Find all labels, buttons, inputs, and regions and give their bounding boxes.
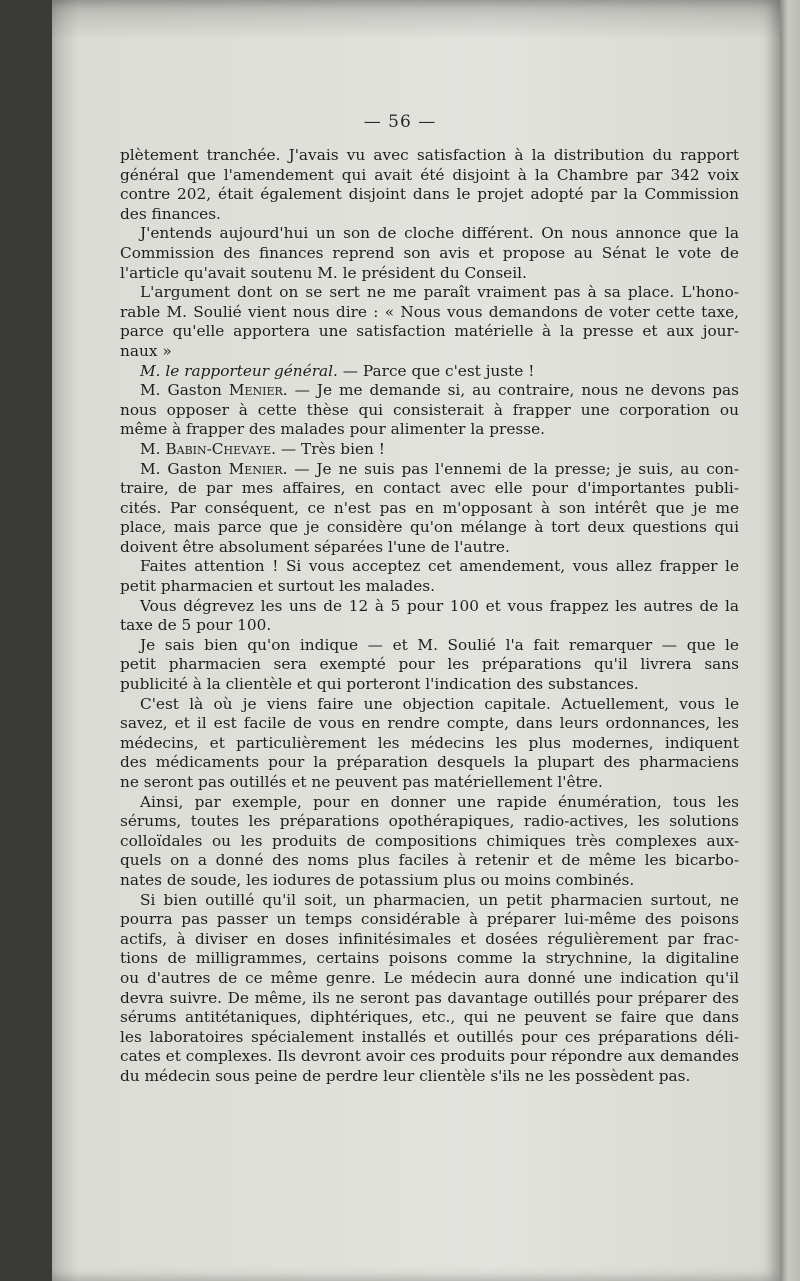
text-line: tions de milligrammes, certains poisons comme la strychnine, la digitaline (120, 949, 739, 968)
speaker-prefix: M. Gaston (140, 459, 229, 478)
text-line: doivent être absolument séparées l'une de l'autre. (120, 537, 510, 556)
text-line: devra suivre. De même, ils ne seront pas davantage outillés pour préparer des (120, 988, 739, 1007)
text-line: même à frapper des malades pour alimenter la presse. (120, 420, 545, 439)
text-line: nous opposer à cette thèse qui consisterait à frapper une corporation ou (120, 400, 739, 419)
text-line: traire, de par mes affaires, en contact avec elle pour d'importantes publi- (120, 479, 739, 498)
text-line: contre 202, était également disjoint dans le projet adopté par la Commission (120, 185, 739, 204)
text-line: naux » (120, 341, 172, 360)
text-line: cités. Par conséquent, ce n'est pas en m'opposant à son intérêt que je me (120, 498, 739, 517)
text-line: rable M. Soulié vient nous dire : « Nous vous demandons de voter cette taxe, (120, 302, 739, 321)
body-text (120, 146, 739, 1087)
text-line: sérums, toutes les préparations opothérapiques, radio-actives, les solutions (120, 812, 739, 831)
paragraph (120, 636, 739, 695)
text-line (120, 460, 739, 480)
text-line (120, 440, 739, 460)
page-number: — 56 — (363, 112, 437, 132)
speaker-name: M. le rapporteur général. (140, 361, 338, 380)
text-line (120, 381, 739, 401)
text-line: médecins, et particulièrement les médecins les plus modernes, indiquent (120, 733, 739, 752)
text-line: du médecin sous peine de perdre leur clientèle s'ils ne les possèdent pas. (120, 1066, 691, 1085)
text-line: parce qu'elle apportera une satisfaction matérielle à la presse et aux jour- (120, 322, 739, 341)
text-line: actifs, à diviser en doses infinitésimales et dosées régulièrement par frac- (120, 929, 739, 948)
text-line: petit pharmacien sera exempté pour les préparations qu'il livrera sans (120, 655, 739, 674)
text-line (120, 362, 739, 382)
text-line: taxe de 5 pour 100. (120, 616, 272, 635)
paragraph (120, 557, 739, 596)
line-text: . — Je me demande si, au contraire, nous ne devons pas (282, 381, 739, 400)
text-line: des finances. (120, 204, 221, 223)
text-line: ne seront pas outillés et ne peuvent pas matériellement l'être. (120, 773, 603, 791)
paragraph (120, 891, 739, 1087)
paragraph (120, 146, 739, 224)
text-line: publicité à la clientèle et qui porteront l'indication des substances. (120, 675, 639, 694)
text-line: des médicaments pour la préparation desquels la plupart des pharmaciens (120, 753, 739, 772)
text-line: Ainsi, par exemple, pour en donner une rapide énumération, tous les (140, 792, 739, 811)
text-line: sérums antitétaniques, diphtériques, etc., qui ne peuvent se faire que dans (120, 1008, 739, 1027)
paragraph (120, 283, 739, 361)
line-text: . — Je ne suis pas l'ennemi de la presse; je suis, au con- (282, 459, 740, 478)
text-line: L'argument dont on se sert ne me paraît vraiment pas à sa place. L'hono- (140, 283, 739, 302)
line-text: . — Très bien ! (271, 439, 385, 458)
paragraph (120, 224, 739, 283)
text-line: ou d'autres de ce même genre. Le médecin aura donné une indication qu'il (120, 968, 739, 987)
paragraph (120, 381, 739, 440)
paragraph (120, 362, 739, 382)
speaker-prefix: M. (140, 439, 166, 458)
text-line: savez, et il est facile de vous en rendre compte, dans leurs ordonnances, les (120, 714, 739, 733)
text-line: pourra pas passer un temps considérable à préparer lui-même des poisons (120, 910, 739, 929)
text-line: Vous dégrevez les uns de 12 à 5 pour 100 et vous frappez les autres de la (140, 596, 739, 615)
paragraph (120, 597, 739, 636)
text-line: Commission des finances reprend son avis et propose au Sénat le vote de (120, 243, 739, 262)
text-line: quels on a donné des noms plus faciles à retenir et de même les bicarbo- (120, 851, 739, 870)
text-line: nates de soude, les iodures de potassium plus ou moins combinés. (120, 870, 635, 889)
text-line: cates et complexes. Ils devront avoir ces produits pour répondre aux demandes (120, 1047, 739, 1066)
speaker-name: Menier (228, 459, 283, 478)
speaker-prefix: M. Gaston (140, 381, 229, 400)
text-line: petit pharmacien et surtout les malades. (120, 577, 435, 596)
text-line: Je sais bien qu'on indique — et M. Soulié l'a fait remarquer — que le (140, 635, 739, 654)
paragraph (120, 440, 739, 460)
text-line: Faites attention ! Si vous acceptez cet amendement, vous allez frapper le (140, 557, 739, 576)
speaker-name: Menier (228, 381, 283, 400)
speaker-name: Babin-Chevaye (165, 439, 272, 458)
line-text: — Parce que c'est juste ! (337, 361, 535, 380)
page-shadow (52, 0, 780, 40)
text-line: Si bien outillé qu'il soit, un pharmacien, un petit pharmacien surtout, ne (140, 890, 739, 909)
text-line: place, mais parce que je considère qu'on mélange à tort deux questions qui (120, 518, 739, 537)
text-line: plètement tranchée. J'avais vu avec satisfaction à la distribution du rapport (120, 146, 739, 164)
paragraph (120, 695, 739, 793)
paragraph (120, 460, 739, 558)
text-line: l'article qu'avait soutenu M. le président du Conseil. (120, 263, 527, 282)
text-line: J'entends aujourd'hui un son de cloche différent. On nous annonce que la (140, 224, 739, 243)
text-line: colloïdales ou les produits de compositions chimiques très complexes aux- (120, 831, 739, 850)
text-line: général que l'amendement qui avait été disjoint à la Chambre par 342 voix (120, 165, 739, 184)
book-edge (780, 0, 800, 1281)
text-line: les laboratoires spécialement installés et outillés pour ces préparations déli- (120, 1027, 739, 1046)
text-line: C'est là où je viens faire une objection capitale. Actuellement, vous le (140, 694, 739, 713)
paragraph (120, 793, 739, 891)
